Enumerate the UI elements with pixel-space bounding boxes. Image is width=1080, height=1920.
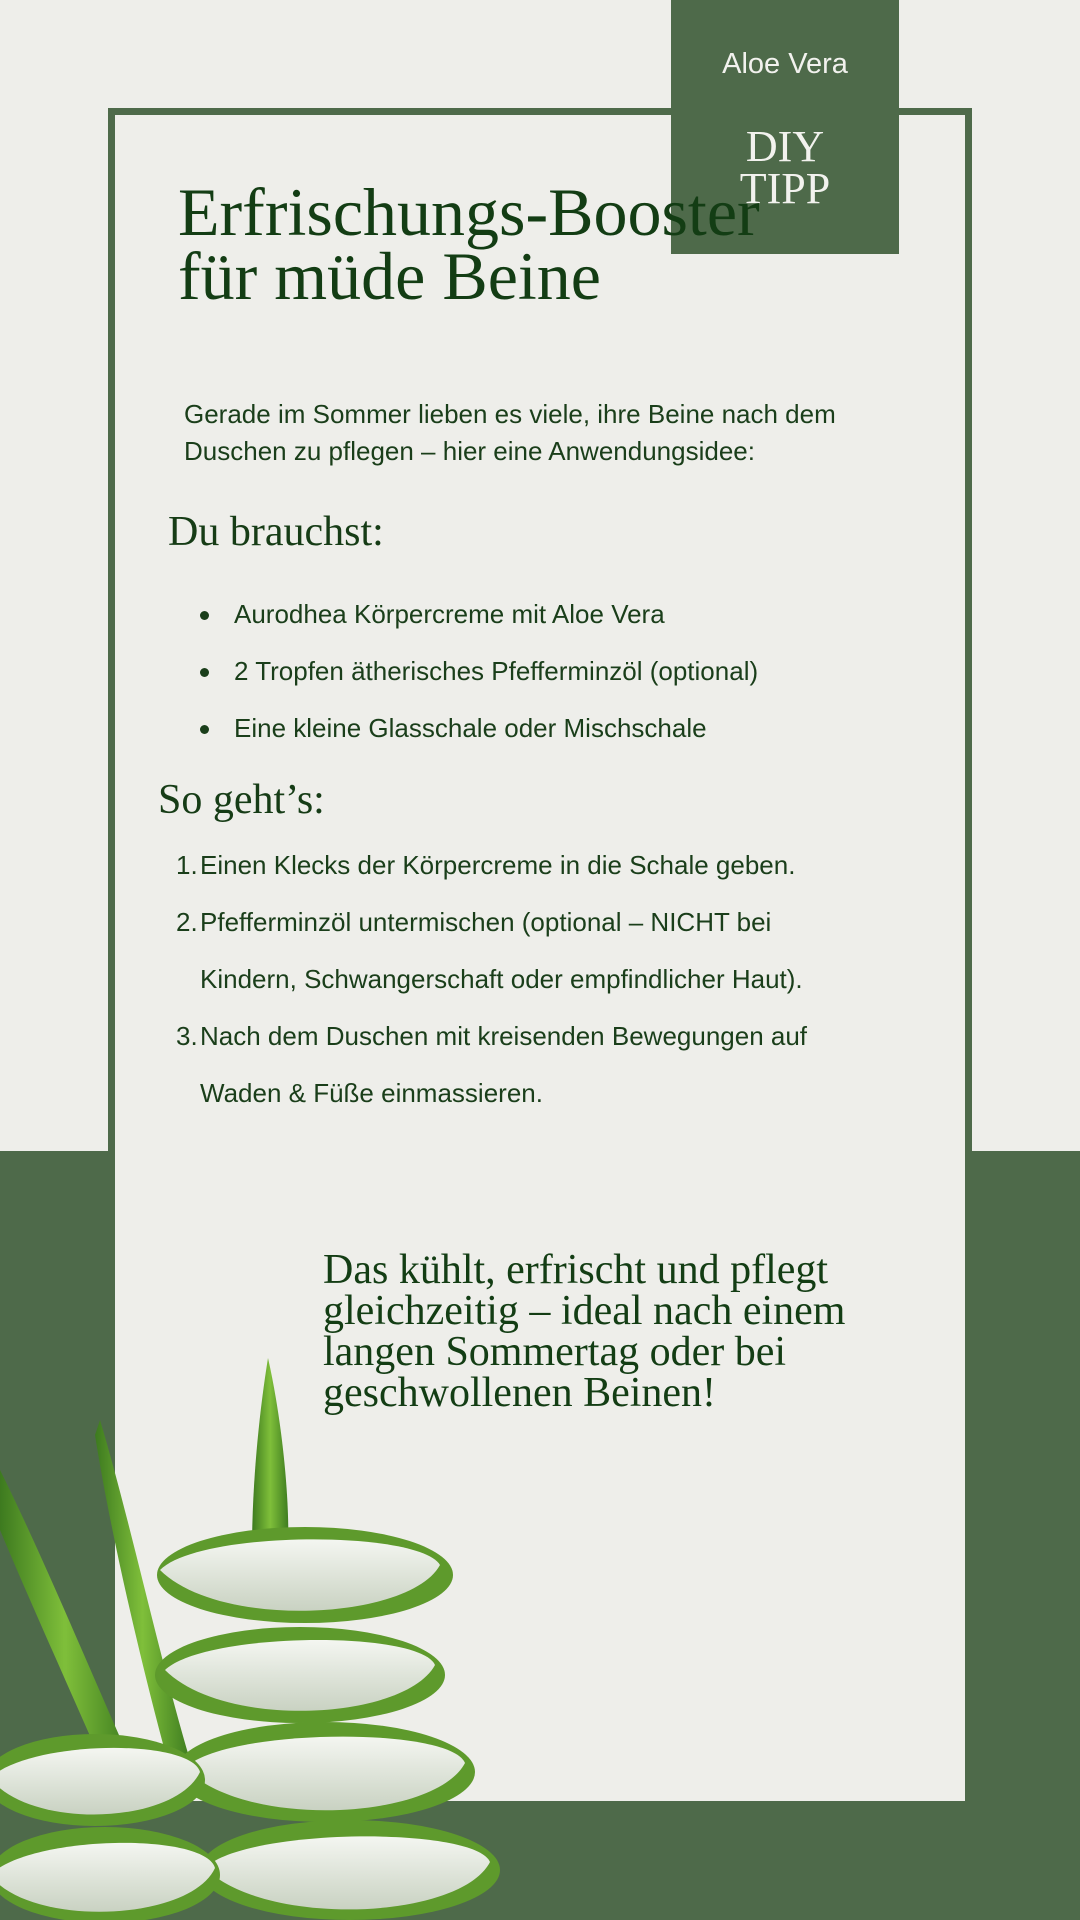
step-item xyxy=(176,894,860,1008)
list-item: 2 Tropfen ätherisches Pfefferminzöl (optional) xyxy=(200,643,900,700)
step-text: Einen Klecks der Körpercreme in die Schale geben. xyxy=(200,850,796,880)
step-text: Pfefferminzöl untermischen (optional – NICHT bei Kindern, Schwangerschaft oder empfindlicher Haut). xyxy=(200,907,803,994)
step-number: 1. xyxy=(176,850,198,880)
steps-heading: So geht’s: xyxy=(158,777,325,823)
intro-text: Gerade im Sommer lieben es viele, ihre Beine nach dem Duschen zu pflegen – hier eine Anwendungsidee: xyxy=(184,399,836,466)
step-item xyxy=(176,837,860,894)
closing-statement: Das kühlt, erfrischt und pflegt gleichzeitig – ideal nach einem langen Sommertag oder bei geschwollenen Beinen! xyxy=(323,1247,846,1416)
step-item xyxy=(176,1008,860,1122)
ingredients-list xyxy=(200,586,900,757)
list-item: Aurodhea Körpercreme mit Aloe Vera xyxy=(200,586,900,643)
aloe-vera-icon xyxy=(0,1340,500,1920)
list-item: Eine kleine Glasschale oder Mischschale xyxy=(200,700,900,757)
ingredients-heading: Du brauchst: xyxy=(168,509,384,555)
step-number: 3. xyxy=(176,1021,198,1051)
page-title: Erfrischungs-Booster für müde Beine xyxy=(178,174,760,314)
badge-subtitle: Aloe Vera xyxy=(722,48,848,80)
step-text: Nach dem Duschen mit kreisenden Bewegungen auf Waden & Füße einmassieren. xyxy=(200,1021,808,1108)
step-number: 2. xyxy=(176,907,198,937)
badge-title: DIY TIPP xyxy=(739,122,831,213)
steps-list xyxy=(176,837,876,1122)
